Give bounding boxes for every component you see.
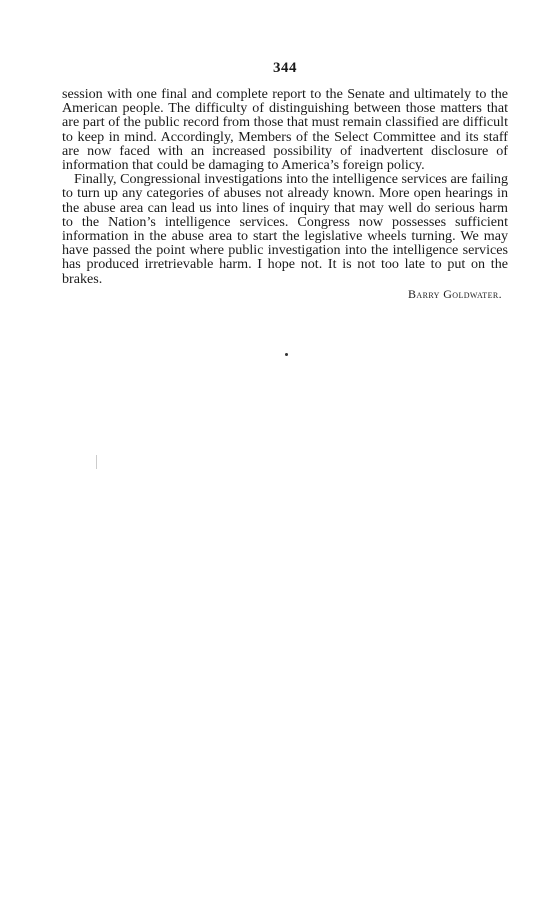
scan-dot-mark xyxy=(285,353,288,356)
paragraph-1: session with one final and complete report to the Senate and ultimately to the American people. The difficulty of distinguishing between those matters that are part of the public record from those that must remain classified are difficult to keep in mind. Accordingly, Members of the Select Committee and its staff are now faced with an increased possibility of inadvertent disclosure of information that could be damaging to America’s foreign policy. xyxy=(62,86,508,174)
page-number: 344 xyxy=(273,60,297,76)
signature: Barry Goldwater. xyxy=(408,286,502,301)
paragraph-2: Finally, Congressional investigations into the intelligence services are failing to turn up any categories of abuses not already known. More open hearings in the abuse area can lead us into lines of inquiry that may well do serious harm to the Nation’s intelligence services. Congress now possesses sufficient information in the abuse area to start the legislative wheels turning. We may have passed the point where public investigation into the intelligence services has produced irretrievable harm. I hope not. It is not too late to put on the brakes. xyxy=(62,171,508,287)
document-page xyxy=(62,60,508,302)
scan-artifact-mark xyxy=(96,455,97,469)
